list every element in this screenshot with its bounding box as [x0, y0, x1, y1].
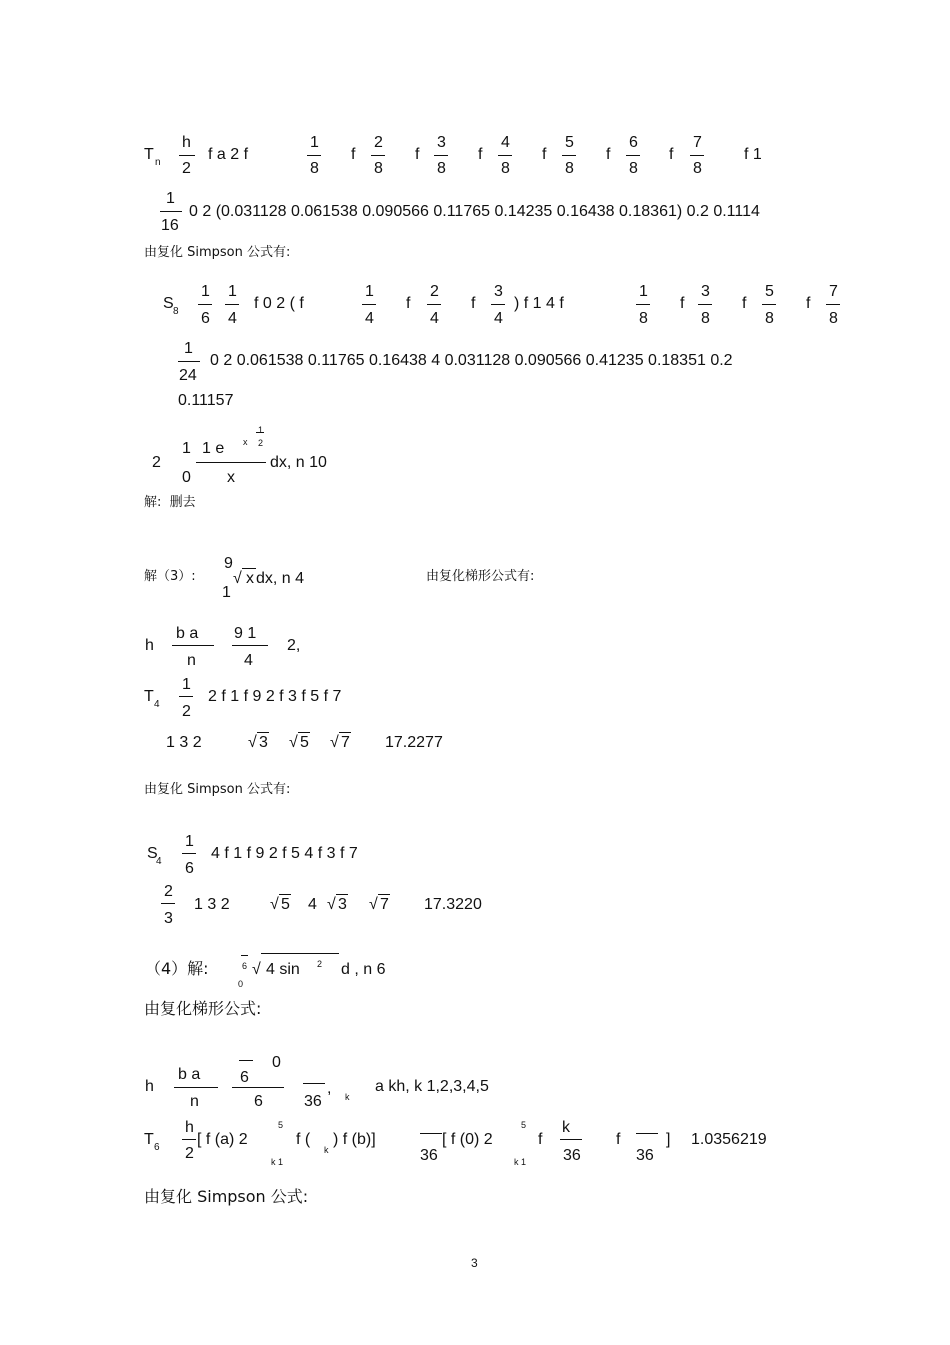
- frac-num: 3: [701, 283, 710, 300]
- int-lower: 0: [238, 979, 244, 989]
- frac-num: 1 e: [202, 440, 225, 457]
- frac-den: 6: [254, 1093, 263, 1110]
- eq-body: ) f 1 4 f: [514, 295, 564, 312]
- lead: 1 3 2: [194, 896, 230, 913]
- frac-den: 8: [765, 310, 774, 327]
- frac-num: 1: [639, 283, 648, 300]
- rad-content: 5: [281, 896, 290, 913]
- rad-content: 5: [300, 734, 309, 751]
- page-number: 3: [471, 1256, 478, 1270]
- sub: k: [345, 1092, 350, 1102]
- values-text: 0 2 0.061538 0.11765 0.16438 4 0.031128 0.090566 0.41235 0.18351 0.2: [210, 352, 733, 369]
- mid: 4: [308, 896, 317, 913]
- f: f: [415, 146, 420, 163]
- f: f: [669, 146, 674, 163]
- lhs-S: S: [147, 845, 158, 862]
- frac-num: 7: [829, 283, 838, 300]
- frac-num: 3: [494, 283, 503, 300]
- sqrt-icon: √: [289, 734, 298, 751]
- frac-num: 2: [374, 134, 383, 151]
- part: ) f (b)]: [333, 1131, 376, 1148]
- heading-simpson: 由复化 Simpson 公式:: [144, 1187, 309, 1206]
- f: f: [406, 295, 411, 312]
- frac-den: 8: [693, 160, 702, 177]
- sum-lower: k 1: [271, 1157, 284, 1167]
- solution-4-label: （4）解:: [145, 959, 209, 978]
- result: 1.0356219: [691, 1131, 767, 1148]
- rad-content: 3: [338, 896, 347, 913]
- frac-den: 36: [563, 1147, 581, 1164]
- frac-den: 4: [430, 310, 439, 327]
- frac-num: 6: [629, 134, 638, 151]
- sub: k: [324, 1145, 329, 1155]
- f: f: [478, 146, 483, 163]
- frac-num: 2: [164, 883, 173, 900]
- part: [ f (a) 2: [197, 1131, 248, 1148]
- eq-body: 2 f 1 f 9 2 f 3 f 5 f 7: [208, 688, 342, 705]
- eq-body: f 0 2 ( f: [254, 295, 304, 312]
- frac-den: 8: [629, 160, 638, 177]
- frac-den: 4: [244, 652, 253, 669]
- lhs-sub: 8: [173, 306, 179, 317]
- frac-num: 1: [365, 283, 374, 300]
- eq-body: f a 2 f: [208, 146, 249, 163]
- sqrt-icon: √: [248, 734, 257, 751]
- sqrt-icon: √: [252, 961, 261, 978]
- result: 17.3220: [424, 896, 482, 913]
- result: 2,: [287, 637, 301, 654]
- frac-num: 2: [430, 283, 439, 300]
- frac-den: 8: [310, 160, 319, 177]
- int-lower: 1: [222, 584, 231, 601]
- frac-num: b a: [178, 1066, 201, 1083]
- frac-num: h: [182, 134, 191, 151]
- frac-num: 1: [201, 283, 210, 300]
- sup-num: 1: [258, 425, 264, 435]
- eq-body: 4 f 1 f 9 2 f 5 4 f 3 f 7: [211, 845, 358, 862]
- frac-den: n: [187, 652, 196, 669]
- sup: x: [243, 437, 248, 447]
- frac-num: b a: [176, 625, 199, 642]
- frac-den: 2: [185, 1145, 194, 1162]
- frac-num: 1: [182, 676, 191, 693]
- h: h: [145, 1078, 154, 1095]
- lead: 2: [152, 454, 161, 471]
- rest: a kh, k 1,2,3,4,5: [375, 1078, 489, 1095]
- tail: d , n 6: [341, 961, 386, 978]
- rad-content: 3: [259, 734, 268, 751]
- frac-den: 4: [228, 310, 237, 327]
- frac-num: 3: [437, 134, 446, 151]
- frac-num: 1: [166, 190, 175, 207]
- frac-num: 1: [310, 134, 319, 151]
- frac-den: 8: [374, 160, 383, 177]
- rad-content: 7: [341, 734, 350, 751]
- lhs-sub: 4: [156, 856, 162, 867]
- frac-num: 5: [765, 283, 774, 300]
- frac-den: 3: [164, 910, 173, 927]
- sqrt-icon: √: [330, 734, 339, 751]
- frac-num: 4: [501, 134, 510, 151]
- f: f: [606, 146, 611, 163]
- rad-content: 7: [380, 896, 389, 913]
- frac-den: 6: [201, 310, 210, 327]
- values-text: 0 2 (0.031128 0.061538 0.090566 0.11765 0.14235 0.16438 0.18361) 0.2 0.1114: [189, 203, 760, 220]
- sup-den: 2: [258, 438, 264, 448]
- part: [ f (0) 2: [442, 1131, 493, 1148]
- frac-num: 1: [228, 283, 237, 300]
- eq-end: f 1: [744, 146, 762, 163]
- frac-num: 7: [693, 134, 702, 151]
- lhs-sub: 6: [154, 1142, 160, 1153]
- lhs-T: T: [144, 688, 154, 705]
- frac-den: 36: [636, 1147, 654, 1164]
- part: f: [616, 1131, 621, 1148]
- sqrt-icon: √: [327, 896, 336, 913]
- lead: 1 3 2: [166, 734, 202, 751]
- lhs-T: T: [144, 146, 154, 163]
- lhs-S: S: [163, 295, 174, 312]
- frac-den: 8: [639, 310, 648, 327]
- f: f: [471, 295, 476, 312]
- solution-3-label: 解（3）:: [144, 569, 196, 584]
- frac-den: 2: [182, 160, 191, 177]
- frac-num: 6: [240, 1069, 249, 1086]
- h: h: [145, 637, 154, 654]
- int-upper: 6: [242, 961, 248, 971]
- heading-simpson-has: 由复化 Simpson 公式有:: [144, 245, 291, 260]
- sup: 2: [317, 959, 323, 969]
- rad-content: 4 sin: [266, 961, 300, 978]
- result: 17.2277: [385, 734, 443, 751]
- heading-trap: 由复化梯形公式:: [144, 999, 262, 1018]
- sum-lower: k 1: [514, 1157, 527, 1167]
- label: 删去: [169, 495, 196, 510]
- sqrt-icon: √: [233, 570, 242, 587]
- frac-num: 1: [185, 833, 194, 850]
- label: 解:: [144, 495, 162, 510]
- sum-upper: 5: [521, 1120, 527, 1130]
- lhs-T: T: [144, 1131, 154, 1148]
- frac-den: x: [227, 469, 235, 486]
- tail: dx, n 10: [270, 454, 327, 471]
- sum-upper: 5: [278, 1120, 284, 1130]
- frac-den: 8: [829, 310, 838, 327]
- lhs-sub: n: [155, 157, 161, 168]
- heading-simpson-has-2: 由复化 Simpson 公式有:: [144, 782, 291, 797]
- frac-den: 16: [161, 217, 179, 234]
- part: f (: [296, 1131, 311, 1148]
- result: 0.11157: [178, 392, 234, 409]
- rad-content: x: [246, 570, 254, 587]
- f: f: [351, 146, 356, 163]
- frac-num: 5: [565, 134, 574, 151]
- part: ]: [666, 1131, 671, 1148]
- frac-den: 4: [365, 310, 374, 327]
- frac-num: 9 1: [234, 625, 257, 642]
- frac-den: 8: [437, 160, 446, 177]
- int-upper: 9: [224, 555, 233, 572]
- frac-den: 8: [501, 160, 510, 177]
- frac-den: 2: [182, 703, 191, 720]
- lhs-sub: 4: [154, 699, 160, 710]
- frac-den: 24: [179, 367, 197, 384]
- frac-den: 36: [304, 1093, 322, 1110]
- part: f: [538, 1131, 543, 1148]
- sqrt-icon: √: [369, 896, 378, 913]
- tail: dx, n 4: [256, 570, 305, 587]
- f: f: [742, 295, 747, 312]
- frac-num: k: [562, 1119, 570, 1136]
- comma: ,: [327, 1080, 332, 1097]
- sqrt-icon: √: [270, 896, 279, 913]
- frac-den: 4: [494, 310, 503, 327]
- frac-den: n: [190, 1093, 199, 1110]
- frac-num: h: [185, 1119, 194, 1136]
- frac-num: 1: [184, 340, 193, 357]
- frac-den: 6: [185, 860, 194, 877]
- frac-num: 0: [272, 1054, 281, 1071]
- solution-deleted: [144, 494, 196, 512]
- frac-den: 8: [701, 310, 710, 327]
- int-lower: 0: [182, 469, 191, 486]
- frac-den: 36: [420, 1147, 438, 1164]
- f: f: [680, 295, 685, 312]
- heading-trap-has: 由复化梯形公式有:: [426, 569, 535, 584]
- f: f: [542, 146, 547, 163]
- frac-den: 8: [565, 160, 574, 177]
- int-upper: 1: [182, 440, 191, 457]
- f: f: [806, 295, 811, 312]
